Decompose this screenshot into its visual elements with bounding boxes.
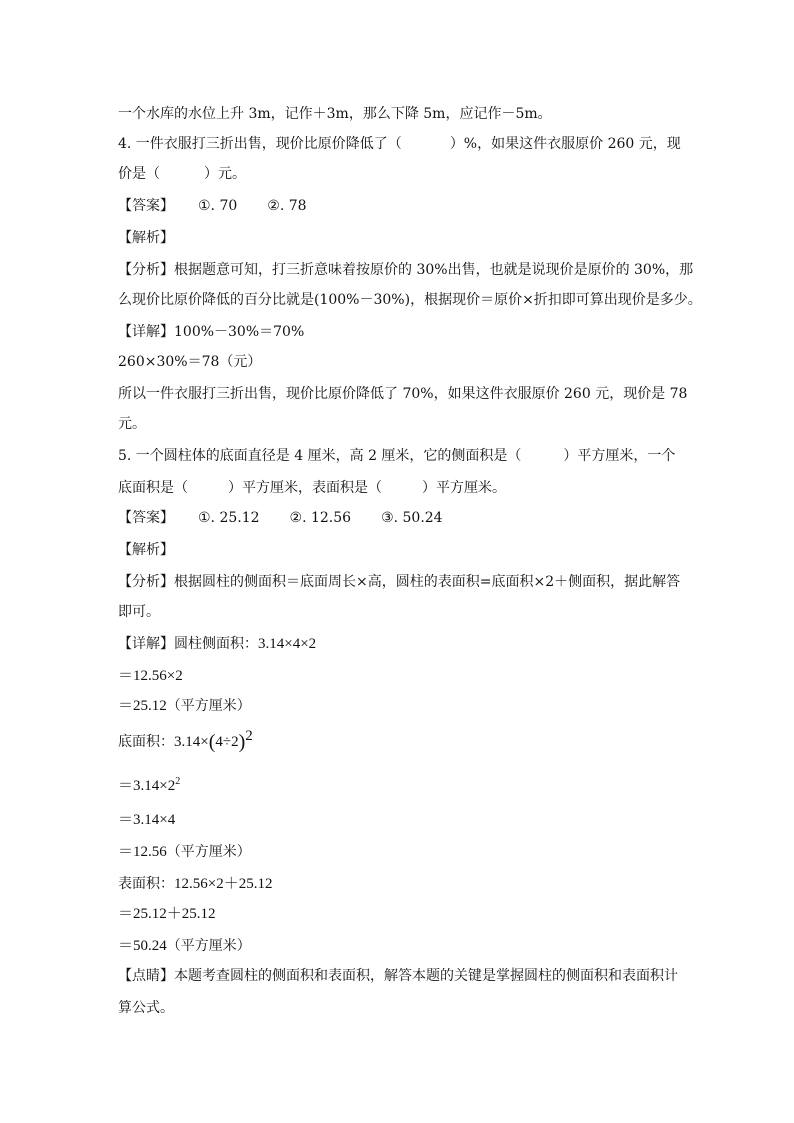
text: ）%，如果这件衣服原价 260 元，现 bbox=[449, 136, 681, 152]
text: 元。 bbox=[118, 416, 146, 432]
formula: ＝3.14×4 bbox=[118, 812, 176, 828]
formula: ＝3.14×2 bbox=[118, 778, 176, 794]
text: 4. 一件衣服打三折出售，现价比原价降低了（ bbox=[118, 136, 402, 152]
text: 价是（ bbox=[118, 166, 160, 182]
calc-line bbox=[118, 728, 253, 753]
text: ）平方厘米，一个 bbox=[563, 448, 676, 464]
answer-2: ②. 12.56 bbox=[289, 510, 352, 526]
text-line bbox=[118, 104, 552, 124]
conclusion-line bbox=[118, 414, 146, 434]
formula: 4÷2 bbox=[215, 734, 239, 750]
answer-line bbox=[118, 196, 307, 216]
text: 【点睛】本题考查圆柱的侧面积和表面积，解答本题的关键是掌握圆柱的侧面积和表面积计 bbox=[118, 968, 678, 984]
question-5-line-2 bbox=[118, 478, 506, 498]
unit: （平方厘米） bbox=[166, 844, 251, 860]
calc-line bbox=[118, 776, 180, 796]
text: 【解析】 bbox=[118, 230, 174, 246]
calc-line bbox=[118, 842, 251, 862]
question-4-line-1 bbox=[118, 134, 681, 154]
question-4-line-2 bbox=[118, 164, 246, 184]
text: ）元。 bbox=[204, 166, 246, 182]
exponent: 2 bbox=[245, 728, 253, 744]
answer-1: ①. 25.12 bbox=[198, 510, 260, 526]
text: 底面积是（ bbox=[118, 480, 188, 496]
answer-label: 【答案】 bbox=[118, 198, 174, 214]
calc-line bbox=[118, 666, 183, 686]
question-5-line-1 bbox=[118, 446, 675, 466]
text: 5. 一个圆柱体的底面直径是 4 厘米，高 2 厘米，它的侧面积是（ bbox=[118, 448, 522, 464]
text: 算公式。 bbox=[118, 1000, 174, 1016]
text: 即可。 bbox=[118, 604, 160, 620]
analysis-line bbox=[118, 572, 680, 592]
unit: （平方厘米） bbox=[166, 938, 251, 954]
formula: ＝12.56 bbox=[118, 844, 167, 860]
text: 【解析】 bbox=[118, 542, 174, 558]
text: ）平方厘米。 bbox=[422, 480, 506, 496]
analysis-heading bbox=[118, 228, 174, 248]
paren-close: ) bbox=[238, 731, 246, 753]
detail-line bbox=[118, 634, 316, 654]
analysis-heading bbox=[118, 540, 174, 560]
calc-line bbox=[118, 810, 175, 830]
answer-line bbox=[118, 508, 443, 528]
text: 表面积： bbox=[118, 876, 174, 892]
analysis-line bbox=[118, 260, 693, 280]
text: 【分析】根据圆柱的侧面积＝底面周长×高，圆柱的表面积=底面积×2＋侧面积，据此解答 bbox=[118, 574, 681, 590]
text: 【分析】根据题意可知，打三折意味着按原价的 30%出售，也就是说现价是原价的 30%，那 bbox=[118, 262, 694, 278]
conclusion-line bbox=[118, 384, 687, 404]
answer-3: ③. 50.24 bbox=[381, 510, 443, 526]
formula: ＝50.24 bbox=[118, 938, 167, 954]
answer-label: 【答案】 bbox=[118, 510, 174, 526]
text: 么现价比原价降低的百分比就是(100%－30%)，根据现价＝原价×折扣即可算出现价是多少。 bbox=[118, 292, 702, 308]
calc-line bbox=[118, 696, 251, 716]
calc-line bbox=[118, 904, 216, 924]
calc-line bbox=[118, 352, 261, 372]
analysis-line bbox=[118, 290, 702, 310]
text: ）平方厘米，表面积是（ bbox=[228, 480, 382, 496]
unit: （平方厘米） bbox=[166, 698, 251, 714]
formula: 12.56×2＋25.12 bbox=[174, 876, 273, 892]
formula: ＝12.56×2 bbox=[118, 668, 183, 684]
formula: ＝25.12＋25.12 bbox=[118, 906, 216, 922]
calc-line bbox=[118, 936, 251, 956]
text: 一个水库的水位上升 3m，记作＋3m，那么下降 5m，应记作－5m。 bbox=[118, 106, 552, 122]
text: 260×30%＝78（元） bbox=[118, 354, 262, 370]
text: 【详解】圆柱侧面积： bbox=[118, 636, 258, 652]
calc-line bbox=[118, 874, 272, 894]
formula: 3.14×4×2 bbox=[258, 636, 317, 652]
comment-line bbox=[118, 966, 678, 986]
text: 所以一件衣服打三折出售，现价比原价降低了 70%，如果这件衣服原价 260 元，现价是 78 bbox=[118, 386, 688, 402]
answer-1: ①. 70 bbox=[198, 198, 238, 214]
text: 【详解】100%－30%＝70% bbox=[118, 324, 305, 340]
formula: 3.14× bbox=[174, 734, 209, 750]
exponent: 2 bbox=[175, 776, 181, 787]
paren-open: ( bbox=[208, 731, 216, 753]
answer-2: ②. 78 bbox=[267, 198, 307, 214]
text: 底面积： bbox=[118, 734, 174, 750]
analysis-line bbox=[118, 602, 160, 622]
comment-line bbox=[118, 998, 174, 1018]
detail-line bbox=[118, 322, 304, 342]
formula: ＝25.12 bbox=[118, 698, 167, 714]
